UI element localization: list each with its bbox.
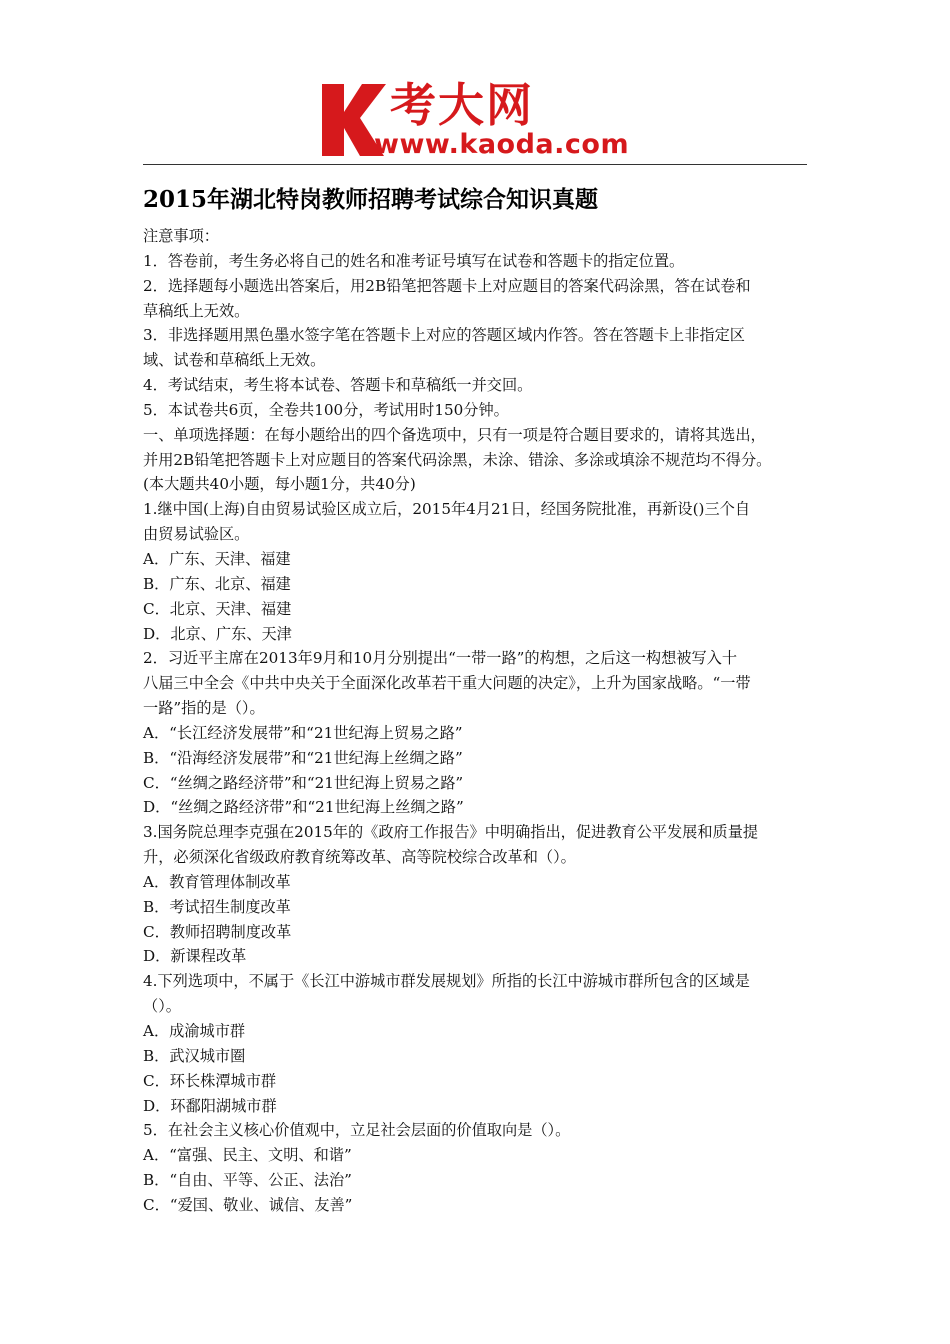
- text-line: A．成渝城市群: [143, 1022, 246, 1040]
- text-line: C．“丝绸之路经济带”和“21世纪海上贸易之路”: [143, 773, 464, 792]
- site-logo[interactable]: [318, 80, 648, 162]
- text-line: D．“丝绸之路经济带”和“21世纪海上丝绸之路”: [143, 798, 464, 817]
- text-line: B．“沿海经济发展带”和“21世纪海上丝绸之路”: [143, 748, 463, 767]
- logo-url-text: www.kaoda.com: [374, 129, 630, 160]
- text-line: D．北京、广东、天津: [143, 624, 292, 643]
- text-line: B．武汉城市圈: [143, 1046, 246, 1065]
- text-line: B．广东、北京、福建: [143, 574, 291, 593]
- text-line: D．环鄱阳湖城市群: [143, 1096, 277, 1115]
- text-line: 3．非选择题用黑色墨水签字笔在答题卡上对应的答题区域内作答。答在答题卡上非指定区: [143, 326, 745, 345]
- text-line: 3.国务院总理李克强在2015年的《政府工作报告》中明确指出，促进教育公平发展和质量提: [143, 823, 759, 842]
- header-divider: [143, 164, 807, 165]
- text-line: D．新课程改革: [143, 947, 247, 966]
- text-line: B．考试招生制度改革: [143, 897, 291, 916]
- text-line: 由贸易试验区。: [143, 525, 250, 544]
- text-line: 升，必须深化省级政府教育统筹改革、高等院校综合改革和（）。: [143, 848, 576, 867]
- text-line: C．北京、天津、福建: [143, 599, 292, 618]
- text-line: A．广东、天津、福建: [143, 549, 291, 568]
- text-line: 一、单项选择题：在每小题给出的四个备选项中，只有一项是符合题目要求的，请将其选出，: [143, 425, 766, 444]
- text-line: 4.下列选项中，不属于《长江中游城市群发展规划》所指的长江中游城市群所包含的区域是: [143, 972, 750, 991]
- document-body: [143, 224, 811, 1218]
- text-line: 4．考试结束，考生将本试卷、答题卡和草稿纸一并交回。: [143, 376, 533, 395]
- text-line: 1.继中国(上海)自由贸易试验区成立后，2015年4月21日，经国务院批准，再新设()三个自: [143, 500, 751, 519]
- text-line: C．“爱国、敬业、诚信、友善”: [143, 1195, 353, 1214]
- text-line: 1．答卷前，考生务必将自己的姓名和准考证号填写在试卷和答题卡的指定位置。: [143, 251, 685, 270]
- text-line: B．“自由、平等、公正、法治”: [143, 1171, 352, 1190]
- text-line: 2．选择题每小题选出答案后，用2B铅笔把答题卡上对应题目的答案代码涂黑，答在试卷和: [143, 276, 751, 295]
- text-line: 并用2B铅笔把答题卡上对应题目的答案代码涂黑，未涂、错涂、多涂或填涂不规范均不得分。: [143, 450, 772, 469]
- text-line: 草稿纸上无效。: [143, 301, 250, 320]
- text-line: 八届三中全会《中共中央关于全面深化改革若干重大问题的决定》，上升为国家战略。“一带: [143, 674, 751, 693]
- text-line: 5．本试卷共6页，全卷共100分，考试用时150分钟。: [143, 400, 509, 419]
- document-title: 2015年湖北特岗教师招聘考试综合知识真题: [143, 186, 599, 213]
- text-line: 域、试卷和草稿纸上无效。: [143, 351, 326, 370]
- logo-brand-text: 考大网: [390, 78, 534, 132]
- text-line: C．环长株潭城市群: [143, 1071, 277, 1090]
- text-line: 5．在社会主义核心价值观中，立足社会层面的价值取向是（）。: [143, 1121, 571, 1140]
- text-line: (本大题共40小题，每小题1分，共40分): [143, 475, 416, 494]
- text-line: A．“长江经济发展带”和“21世纪海上贸易之路”: [143, 723, 463, 742]
- text-line: 2．习近平主席在2013年9月和10月分别提出“一带一路”的构想，之后这一构想被写入十: [143, 649, 738, 668]
- text-line: 一路”指的是（）。: [143, 699, 265, 718]
- text-line: （）。: [143, 997, 181, 1016]
- text-line: C．教师招聘制度改革: [143, 922, 292, 941]
- text-line: A．教育管理体制改革: [143, 872, 291, 891]
- text-line: A．“富强、民主、文明、和谐”: [143, 1146, 352, 1165]
- text-line: 注意事项：: [143, 227, 219, 245]
